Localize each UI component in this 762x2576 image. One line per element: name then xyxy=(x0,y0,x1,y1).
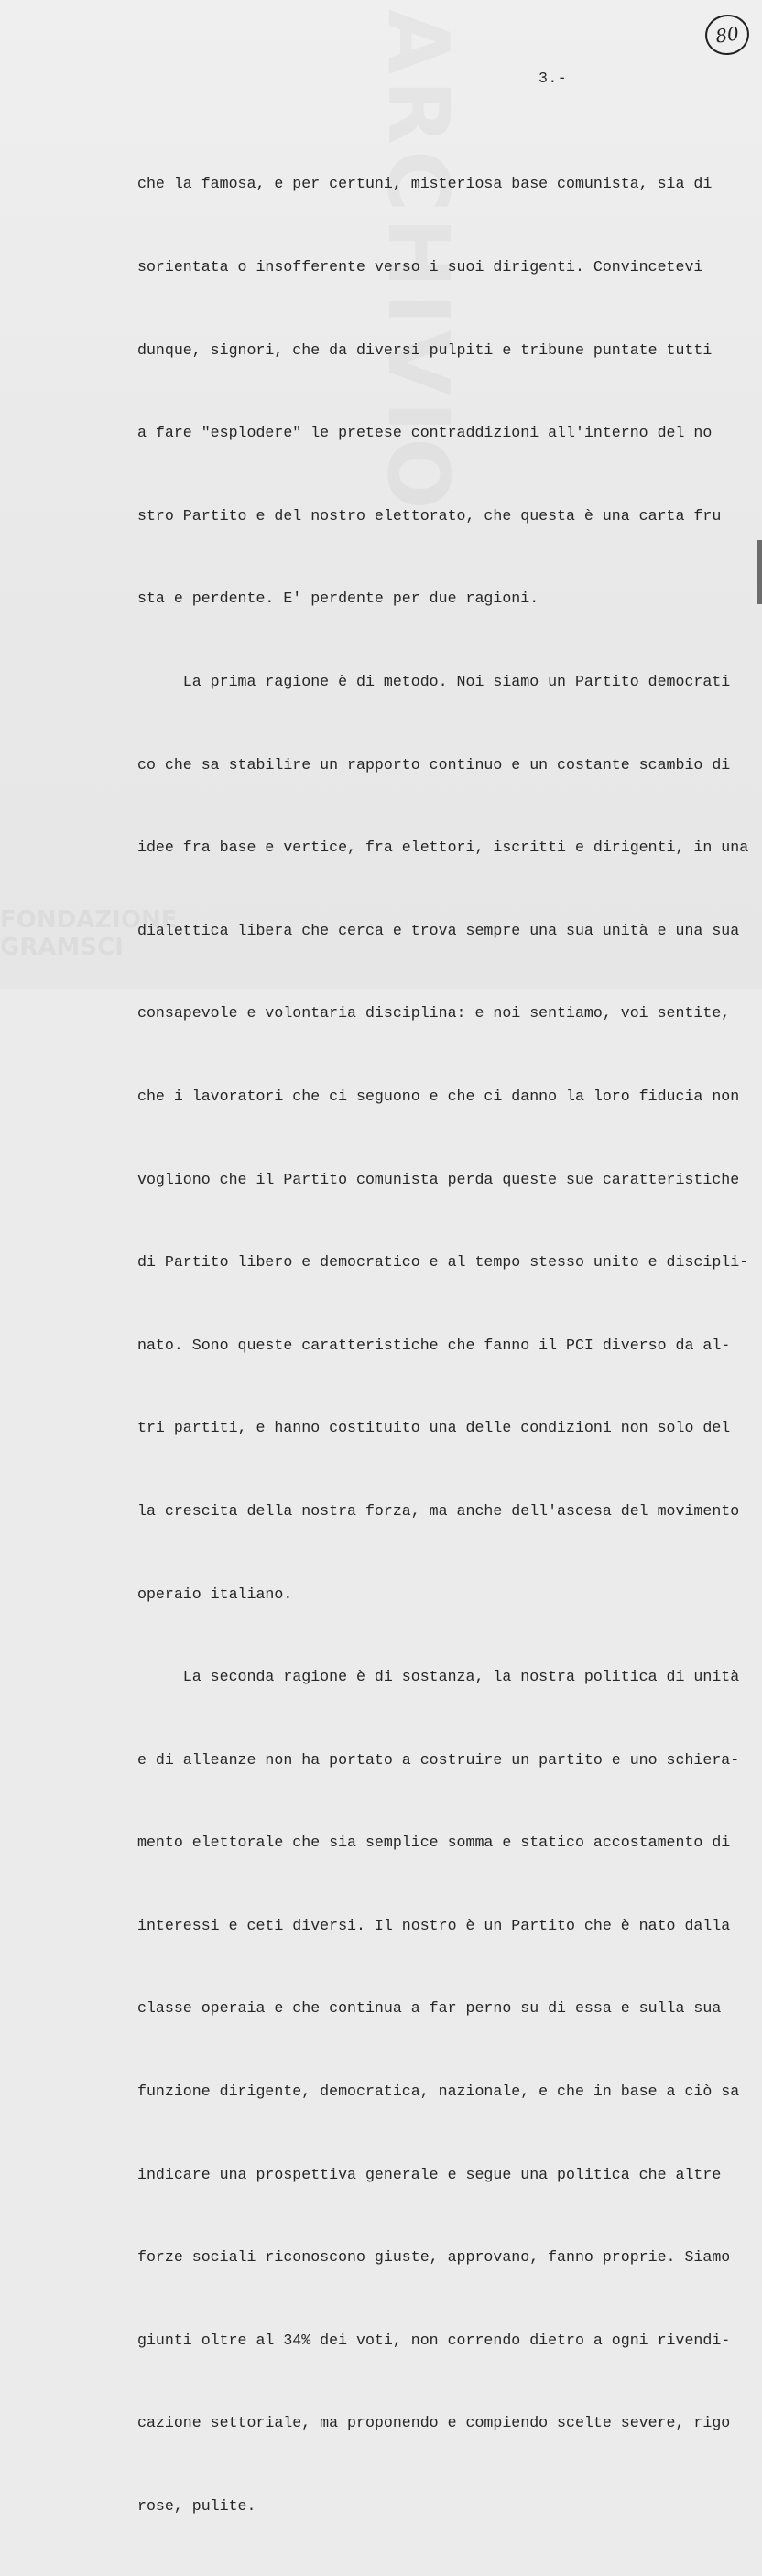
text-line: tri partiti, e hanno costituito una delle condizioni non solo del xyxy=(137,1419,731,1437)
text-line: dunque, signori, che da diversi pulpiti e tribune puntate tutti xyxy=(137,341,713,359)
text-line: operaio italiano. xyxy=(137,1585,293,1603)
text-line: co che sa stabilire un rapporto continuo e un costante scambio di xyxy=(137,755,731,774)
text-line: mento elettorale che sia semplice somma e statico accostamento di xyxy=(137,1834,731,1852)
typewritten-text xyxy=(137,115,760,2576)
text-line: indicare una prospettiva generale e segue una politica che altre xyxy=(137,2165,722,2183)
text-line: classe operaia e che continua a far perno su di essa e sulla sua xyxy=(137,1999,722,2018)
foundation-logo-watermark xyxy=(0,906,192,970)
text-line: La prima ragione è di metodo. Noi siamo un Partito democrati xyxy=(137,672,731,690)
logo-line: FONDAZIONE xyxy=(0,906,178,934)
text-line: sta e perdente. E' perdente per due ragioni. xyxy=(137,590,539,608)
text-line: giunti oltre al 34% dei voti, non correndo dietro a ogni rivendi- xyxy=(137,2331,731,2349)
text-line: cazione settoriale, ma proponendo e compiendo scelte severe, rigo xyxy=(137,2414,731,2432)
text-line: interessi e ceti diversi. Il nostro è un Partito che è nato dalla xyxy=(137,1916,731,1934)
text-line: che la famosa, e per certuni, misteriosa base comunista, sia di xyxy=(137,175,713,193)
text-line: dialettica libera che cerca e trova sempre una sua unità e una sua xyxy=(137,921,740,939)
text-line: consapevole e volontaria disciplina: e noi sentiamo, voi sentite, xyxy=(137,1004,731,1023)
archive-watermark: ARCHIVIO xyxy=(369,9,467,515)
scan-edge-mark xyxy=(757,540,762,604)
text-line: stro Partito e del nostro elettorato, che questa è una carta fru xyxy=(137,506,722,525)
text-line: la crescita della nostra forza, ma anche dell'ascesa del movimento xyxy=(137,1501,740,1520)
text-line: nato. Sono queste caratteristiche che fanno il PCI diverso da al- xyxy=(137,1336,731,1354)
text-line: e di alleanze non ha portato a costruire un partito e uno schiera- xyxy=(137,1750,740,1769)
text-line: forze sociali riconoscono giuste, approvano, fanno proprie. Siamo xyxy=(137,2248,731,2267)
text-line: che i lavoratori che ci seguono e che ci danno la loro fiducia non xyxy=(137,1087,740,1105)
text-line: vogliono che il Partito comunista perda queste sue caratteristiche xyxy=(137,1170,740,1188)
text-line: di Partito libero e democratico e al tempo stesso unito e discipli- xyxy=(137,1253,749,1272)
text-line: a fare "esplodere" le pretese contraddizioni all'interno del no xyxy=(137,424,713,442)
logo-line: GRAMSCI xyxy=(0,934,124,961)
text-line: idee fra base e vertice, fra elettori, iscritti e dirigenti, in una xyxy=(137,839,749,857)
text-line: sorientata o insofferente verso i suoi dirigenti. Convincetevi xyxy=(137,258,703,276)
archive-folio-number: 80 xyxy=(702,12,752,58)
page-number: 3.- xyxy=(539,70,568,87)
text-line: funzione dirigente, democratica, nazionale, e che in base a ciò sa xyxy=(137,2083,740,2101)
text-line: rose, pulite. xyxy=(137,2497,256,2516)
text-line: La seconda ragione è di sostanza, la nostra politica di unità xyxy=(137,1668,740,1686)
